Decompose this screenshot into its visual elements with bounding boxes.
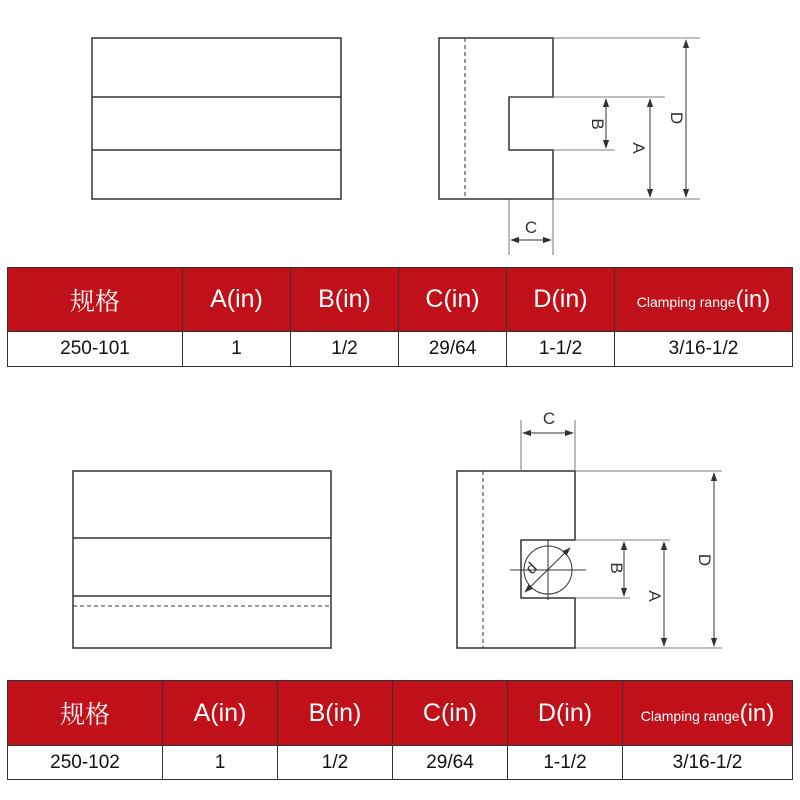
- header-clamp-word: Clamping range: [636, 294, 736, 310]
- spec-table-250-101: [7, 267, 793, 367]
- drawing-250-102: [0, 395, 800, 678]
- cell-b: 1/2: [291, 332, 399, 367]
- cell-c: 29/64: [399, 332, 507, 367]
- extension-lines: [521, 420, 722, 648]
- dim-b-label: B: [607, 562, 626, 574]
- cell-clamp: 3/16-1/2: [623, 746, 793, 780]
- extension-lines: [509, 38, 700, 255]
- header-clamp-unit: (in): [735, 286, 771, 313]
- table-row: [8, 746, 793, 780]
- drawing-250-101: [0, 0, 800, 265]
- dim-c-label: C: [524, 218, 538, 237]
- header-clamping-range: [615, 268, 793, 332]
- cell-b: 1/2: [278, 746, 393, 780]
- cell-a: 1: [183, 332, 291, 367]
- header-spec: 规格: [8, 268, 183, 332]
- table-header-row: [8, 268, 793, 332]
- header-d: D(in): [507, 268, 615, 332]
- header-b: B(in): [291, 268, 399, 332]
- side-view: [439, 38, 553, 199]
- cell-d: 1-1/2: [507, 332, 615, 367]
- front-view: [92, 38, 341, 199]
- dim-a-label: A: [629, 142, 648, 154]
- header-a: A(in): [163, 681, 278, 746]
- table-header-row: [8, 681, 793, 746]
- header-spec: 规格: [8, 681, 163, 746]
- cell-clamp: 3/16-1/2: [615, 332, 793, 367]
- header-clamp-word: Clamping range: [640, 707, 740, 724]
- header-c: C(in): [393, 681, 508, 746]
- header-clamp-unit: (in): [739, 699, 775, 727]
- dim-a-label: A: [645, 590, 664, 602]
- cell-a: 1: [163, 746, 278, 780]
- side-view: [457, 471, 575, 648]
- cell-c: 29/64: [393, 746, 508, 780]
- header-clamping-range: [623, 681, 793, 746]
- header-d: D(in): [508, 681, 623, 746]
- dim-diameter-label: d: [522, 559, 541, 578]
- dimension-lines: [511, 40, 686, 240]
- header-b: B(in): [278, 681, 393, 746]
- dim-b-label: B: [588, 118, 607, 130]
- spec-table-250-102: [7, 680, 793, 780]
- table-row: [8, 332, 793, 367]
- cell-spec: 250-102: [8, 746, 163, 780]
- dim-d-label: D: [695, 553, 714, 567]
- dim-c-label: C: [542, 409, 556, 428]
- cell-spec: 250-101: [8, 332, 183, 367]
- front-view: [73, 471, 331, 648]
- header-a: A(in): [183, 268, 291, 332]
- cell-d: 1-1/2: [508, 746, 623, 780]
- dim-d-label: D: [667, 111, 686, 125]
- header-c: C(in): [399, 268, 507, 332]
